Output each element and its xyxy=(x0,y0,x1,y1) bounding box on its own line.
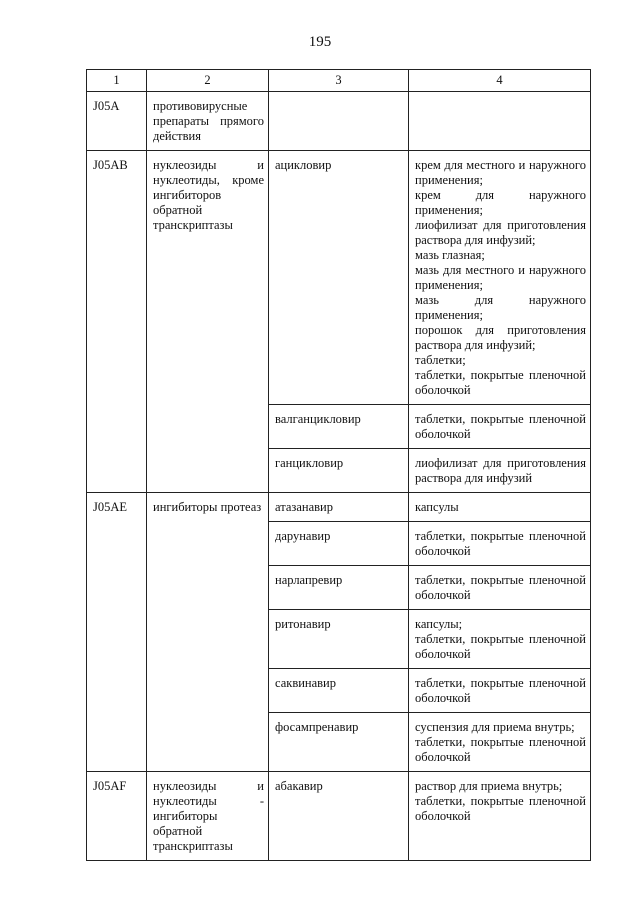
dosage-form: таблетки, покрытые пленочной оболочкой xyxy=(415,794,586,823)
dosage-form: мазь для наружного применения; xyxy=(415,293,586,322)
dosage-form: суспензия для приема внутрь; xyxy=(415,720,575,734)
dosage-form: капсулы; xyxy=(415,617,463,631)
table-row xyxy=(87,92,591,151)
table-body xyxy=(87,92,591,861)
dosage-form: таблетки; xyxy=(415,353,466,367)
atc-code-cell: J05AB xyxy=(87,151,147,493)
dosage-forms-cell xyxy=(409,92,591,151)
header-col-3: 3 xyxy=(269,70,409,92)
header-col-1: 1 xyxy=(87,70,147,92)
dosage-form: капсулы xyxy=(415,500,459,514)
dosage-form: таблетки, покрытые пленочной оболочкой xyxy=(415,412,586,441)
group-name: противовирусные препараты прямого действия xyxy=(153,99,264,143)
table-row xyxy=(87,151,591,405)
page-number: 195 xyxy=(308,34,332,50)
dosage-form: мазь для местного и наружного применения; xyxy=(415,263,586,292)
dosage-form: таблетки, покрытые пленочной оболочкой xyxy=(415,573,586,602)
drug-name-cell: нарлапревир xyxy=(269,566,409,610)
dosage-forms-cell xyxy=(409,493,591,522)
drug-name-cell: ганцикловир xyxy=(269,449,409,493)
dosage-forms-cell xyxy=(409,449,591,493)
atc-code-cell: J05AF xyxy=(87,772,147,861)
dosage-forms-cell xyxy=(409,669,591,713)
dosage-form: крем для наружного применения; xyxy=(415,188,586,217)
table-row xyxy=(87,493,591,522)
drug-name-cell: дарунавир xyxy=(269,522,409,566)
dosage-form: таблетки, покрытые пленочной оболочкой xyxy=(415,368,586,397)
group-name-cell xyxy=(147,92,269,151)
dosage-form: таблетки, покрытые пленочной оболочкой xyxy=(415,632,586,661)
dosage-form: таблетки, покрытые пленочной оболочкой xyxy=(415,735,586,764)
group-name: нуклеозиды и нуклеотиды - ингибиторы обратной транскриптазы xyxy=(153,779,264,853)
drug-name-cell xyxy=(269,92,409,151)
dosage-forms-cell xyxy=(409,522,591,566)
group-name-cell xyxy=(147,772,269,861)
header-col-4: 4 xyxy=(409,70,591,92)
group-name-cell xyxy=(147,151,269,493)
dosage-forms-cell xyxy=(409,405,591,449)
dosage-form: таблетки, покрытые пленочной оболочкой xyxy=(415,529,586,558)
dosage-forms-cell xyxy=(409,566,591,610)
atc-code-cell: J05A xyxy=(87,92,147,151)
group-name: нуклеозиды и нуклеотиды, кроме ингибиторов обратной транскриптазы xyxy=(153,158,264,232)
drug-name-cell: атазанавир xyxy=(269,493,409,522)
dosage-form: таблетки, покрытые пленочной оболочкой xyxy=(415,676,586,705)
dosage-form: лиофилизат для приготовления раствора для инфузий xyxy=(415,456,586,485)
dosage-form: крем для местного и наружного применения; xyxy=(415,158,586,187)
group-name-cell xyxy=(147,493,269,772)
drug-name-cell: ацикловир xyxy=(269,151,409,405)
drug-name-cell: абакавир xyxy=(269,772,409,861)
drug-name-cell: саквинавир xyxy=(269,669,409,713)
dosage-form: порошок для приготовления раствора для инфузий; xyxy=(415,323,586,352)
dosage-form: мазь глазная; xyxy=(415,248,485,262)
atc-code-cell: J05AE xyxy=(87,493,147,772)
drug-table xyxy=(86,69,591,861)
group-name: ингибиторы протеаз xyxy=(153,500,262,514)
dosage-form: раствор для приема внутрь; xyxy=(415,779,563,793)
header-row xyxy=(87,70,591,92)
dosage-forms-cell xyxy=(409,772,591,861)
drug-name-cell: валганцикловир xyxy=(269,405,409,449)
dosage-forms-cell xyxy=(409,610,591,669)
dosage-forms-cell xyxy=(409,151,591,405)
dosage-forms-cell xyxy=(409,713,591,772)
table-row xyxy=(87,772,591,861)
dosage-form: лиофилизат для приготовления раствора для инфузий; xyxy=(415,218,586,247)
drug-name-cell: фосампренавир xyxy=(269,713,409,772)
drug-name-cell: ритонавир xyxy=(269,610,409,669)
header-col-2: 2 xyxy=(147,70,269,92)
